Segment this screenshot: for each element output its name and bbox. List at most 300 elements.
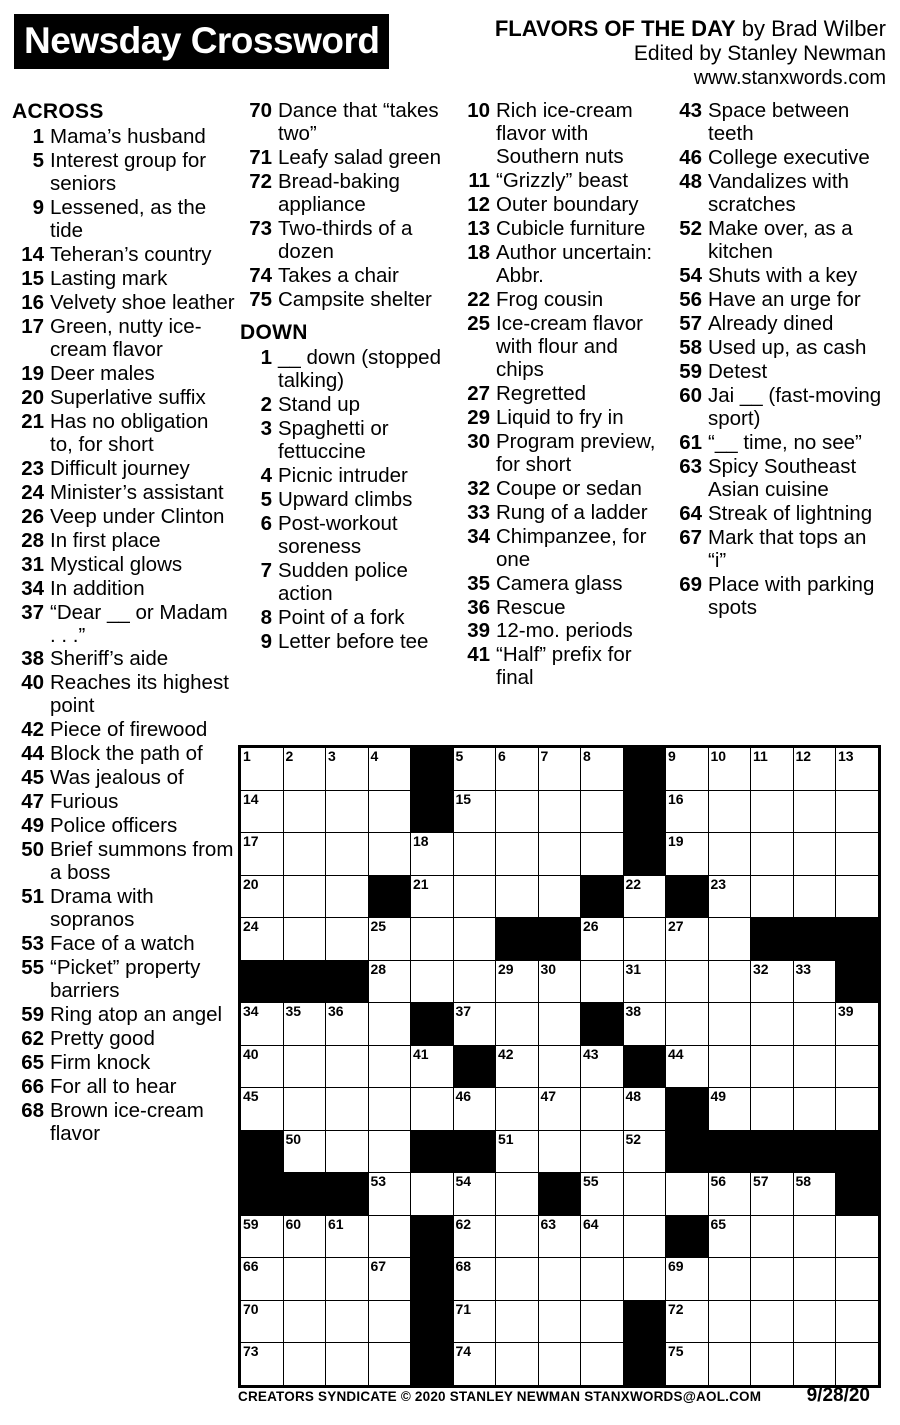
grid-cell[interactable]: [793, 1003, 836, 1046]
down-clue[interactable]: [458, 644, 666, 690]
grid-cell[interactable]: [283, 833, 326, 876]
grid-cell[interactable]: [240, 747, 284, 791]
grid-cell[interactable]: [538, 875, 581, 918]
grid-cell[interactable]: [368, 1173, 411, 1216]
grid-cell[interactable]: [240, 1003, 284, 1046]
grid-cell[interactable]: [708, 960, 751, 1003]
grid-cell[interactable]: [836, 1003, 880, 1046]
grid-cell[interactable]: [581, 790, 624, 833]
grid-cell[interactable]: [453, 875, 496, 918]
down-clue[interactable]: [458, 407, 666, 430]
grid-cell[interactable]: [581, 1300, 624, 1343]
grid-cell[interactable]: [623, 1130, 666, 1173]
grid-cell[interactable]: [326, 1130, 369, 1173]
across-clue[interactable]: [12, 506, 236, 529]
grid-cell[interactable]: [496, 790, 539, 833]
grid-cell[interactable]: [793, 1088, 836, 1131]
across-clue[interactable]: [12, 886, 236, 932]
down-clue[interactable]: [670, 171, 888, 217]
down-clue[interactable]: [240, 607, 454, 630]
grid-cell[interactable]: [751, 1258, 794, 1301]
grid-cell[interactable]: [538, 1258, 581, 1301]
across-clue[interactable]: [240, 100, 454, 146]
grid-cell[interactable]: [326, 790, 369, 833]
clue-number: 38: [21, 647, 44, 671]
down-clue[interactable]: [670, 313, 888, 336]
down-clue[interactable]: [240, 418, 454, 464]
across-clue[interactable]: [12, 719, 236, 742]
grid-cell[interactable]: [581, 1258, 624, 1301]
grid-cell[interactable]: [240, 1343, 284, 1387]
across-clue[interactable]: [12, 1076, 236, 1099]
grid-cell[interactable]: [240, 1045, 284, 1088]
grid-cell-number: 9: [668, 748, 676, 764]
grid-cell[interactable]: [368, 1130, 411, 1173]
grid-cell[interactable]: [793, 1045, 836, 1088]
grid-cell[interactable]: [708, 1173, 751, 1216]
clue-text: Picnic intruder: [278, 463, 408, 487]
across-clue[interactable]: [12, 363, 236, 386]
grid-cell[interactable]: [708, 747, 751, 791]
grid-cell[interactable]: [240, 1215, 284, 1258]
grid-cell[interactable]: [453, 960, 496, 1003]
grid-cell[interactable]: [368, 918, 411, 961]
grid-cell[interactable]: [623, 918, 666, 961]
grid-cell[interactable]: [496, 1173, 539, 1216]
grid-cell[interactable]: [666, 1343, 709, 1387]
grid-cell[interactable]: [538, 1343, 581, 1387]
grid-cell[interactable]: [240, 790, 284, 833]
grid-cell[interactable]: [453, 1003, 496, 1046]
grid-cell[interactable]: [708, 875, 751, 918]
grid-cell[interactable]: [368, 790, 411, 833]
across-clue[interactable]: [12, 197, 236, 243]
grid-cell[interactable]: [666, 1258, 709, 1301]
grid-cell[interactable]: [326, 833, 369, 876]
grid-cell[interactable]: [240, 918, 284, 961]
grid-cell[interactable]: [581, 918, 624, 961]
grid-cell[interactable]: [666, 1173, 709, 1216]
across-clue[interactable]: [12, 244, 236, 267]
grid-cell[interactable]: [623, 1088, 666, 1131]
across-clue[interactable]: [12, 1028, 236, 1051]
grid-cell[interactable]: [496, 1088, 539, 1131]
puzzle-byline: by Brad Wilber: [735, 16, 886, 41]
down-clue[interactable]: [458, 242, 666, 288]
clue-number: 74: [249, 264, 272, 288]
across-clue[interactable]: [12, 957, 236, 1003]
down-clue[interactable]: [670, 100, 888, 146]
down-clue[interactable]: [458, 170, 666, 193]
grid-cell[interactable]: [751, 1173, 794, 1216]
grid-cell[interactable]: [326, 1045, 369, 1088]
down-clue[interactable]: [670, 527, 888, 573]
grid-cell[interactable]: [496, 1300, 539, 1343]
across-clue[interactable]: [12, 791, 236, 814]
grid-cell[interactable]: [496, 1130, 539, 1173]
grid-cell-number: 51: [498, 1130, 514, 1147]
across-clue[interactable]: [12, 554, 236, 577]
grid-cell[interactable]: [326, 747, 369, 791]
grid-cell-number: 24: [243, 918, 259, 934]
across-clue[interactable]: [12, 578, 236, 601]
puzzle-url[interactable]: www.stanxwords.com: [693, 67, 886, 90]
grid-cell[interactable]: [411, 918, 454, 961]
down-clue[interactable]: [240, 347, 454, 393]
down-clue[interactable]: [670, 385, 888, 431]
grid-cell[interactable]: [751, 1343, 794, 1387]
grid-cell[interactable]: [283, 1088, 326, 1131]
grid-cell[interactable]: [751, 790, 794, 833]
grid-cell[interactable]: [751, 1215, 794, 1258]
across-clue[interactable]: [12, 672, 236, 718]
down-clue[interactable]: [670, 289, 888, 312]
crossword-grid[interactable]: [238, 745, 881, 1388]
grid-cell[interactable]: [581, 1088, 624, 1131]
grid-cell[interactable]: [368, 1343, 411, 1387]
across-clue[interactable]: [240, 218, 454, 264]
grid-cell[interactable]: [751, 875, 794, 918]
grid-cell-block: [751, 918, 794, 961]
across-clue[interactable]: [12, 268, 236, 291]
clue-text: Lessened, as the tide: [50, 196, 207, 243]
across-clue[interactable]: [12, 933, 236, 956]
grid-cell[interactable]: [453, 1215, 496, 1258]
grid-cell[interactable]: [538, 1088, 581, 1131]
grid-cell[interactable]: [836, 1300, 880, 1343]
grid-cell-number: 61: [328, 1215, 344, 1232]
grid-cell[interactable]: [283, 790, 326, 833]
down-clue[interactable]: [240, 631, 454, 654]
clue-text: Mystical glows: [50, 552, 183, 576]
grid-cell[interactable]: [411, 1088, 454, 1131]
grid-cell[interactable]: [751, 960, 794, 1003]
grid-cell[interactable]: [623, 1215, 666, 1258]
across-clue[interactable]: [12, 530, 236, 553]
grid-cell[interactable]: [368, 1045, 411, 1088]
across-clue[interactable]: [12, 839, 236, 885]
down-clue[interactable]: [458, 218, 666, 241]
grid-cell[interactable]: [411, 875, 454, 918]
grid-cell[interactable]: [240, 875, 284, 918]
down-clue[interactable]: [670, 218, 888, 264]
grid-cell[interactable]: [368, 1258, 411, 1301]
grid-cell[interactable]: [411, 1173, 454, 1216]
grid-cell[interactable]: [793, 1300, 836, 1343]
grid-cell[interactable]: [708, 1215, 751, 1258]
clue-text: Shuts with a key: [708, 264, 858, 288]
grid-cell[interactable]: [368, 960, 411, 1003]
grid-cell[interactable]: [453, 1300, 496, 1343]
down-clue[interactable]: [458, 573, 666, 596]
grid-cell[interactable]: [581, 1130, 624, 1173]
grid-cell[interactable]: [496, 747, 539, 791]
grid-cell[interactable]: [326, 918, 369, 961]
down-clue[interactable]: [670, 503, 888, 526]
clue-number: 14: [21, 243, 44, 267]
clue-number: 63: [679, 454, 702, 478]
grid-cell[interactable]: [283, 1045, 326, 1088]
grid-cell[interactable]: [708, 918, 751, 961]
grid-cell[interactable]: [836, 1343, 880, 1387]
grid-cell[interactable]: [751, 1045, 794, 1088]
down-clue[interactable]: [240, 394, 454, 417]
across-clue[interactable]: [12, 743, 236, 766]
grid-cell[interactable]: [283, 1343, 326, 1387]
grid-cell[interactable]: [326, 1258, 369, 1301]
across-heading: ACROSS: [12, 100, 104, 124]
grid-cell[interactable]: [538, 747, 581, 791]
grid-cell[interactable]: [623, 1258, 666, 1301]
grid-cell[interactable]: [793, 833, 836, 876]
across-clue[interactable]: [12, 316, 236, 362]
grid-cell[interactable]: [793, 1343, 836, 1387]
grid-cell[interactable]: [836, 747, 880, 791]
grid-cell[interactable]: [283, 918, 326, 961]
across-clue[interactable]: [12, 1004, 236, 1027]
down-clue[interactable]: [458, 526, 666, 572]
down-clue[interactable]: [670, 337, 888, 360]
grid-cell[interactable]: [411, 833, 454, 876]
grid-cell[interactable]: [708, 1300, 751, 1343]
grid-cell[interactable]: [283, 1130, 326, 1173]
grid-cell[interactable]: [708, 833, 751, 876]
crossword-grid-wrap[interactable]: [238, 745, 881, 1388]
grid-cell[interactable]: [453, 1173, 496, 1216]
grid-cell[interactable]: [453, 1258, 496, 1301]
clue-text: Police officers: [50, 814, 178, 838]
grid-cell[interactable]: [326, 1215, 369, 1258]
grid-cell[interactable]: [326, 1343, 369, 1387]
down-clue[interactable]: [670, 456, 888, 502]
grid-cell[interactable]: [751, 833, 794, 876]
grid-cell[interactable]: [793, 747, 836, 791]
grid-cell[interactable]: [453, 1088, 496, 1131]
grid-cell[interactable]: [283, 1215, 326, 1258]
grid-cell[interactable]: [581, 960, 624, 1003]
grid-cell[interactable]: [240, 1088, 284, 1131]
grid-cell-number: 68: [455, 1258, 472, 1274]
grid-cell[interactable]: [708, 1343, 751, 1387]
down-clue[interactable]: [458, 431, 666, 477]
across-clue[interactable]: [12, 411, 236, 457]
down-clue[interactable]: [458, 597, 666, 620]
down-clue[interactable]: [458, 620, 666, 643]
grid-cell[interactable]: [411, 960, 454, 1003]
across-clue[interactable]: [12, 150, 236, 196]
down-clue[interactable]: [240, 560, 454, 606]
grid-cell[interactable]: [240, 833, 284, 876]
grid-cell[interactable]: [453, 833, 496, 876]
grid-cell[interactable]: [538, 790, 581, 833]
grid-cell[interactable]: [666, 918, 709, 961]
across-clue[interactable]: [12, 292, 236, 315]
across-clue[interactable]: [12, 1100, 236, 1146]
grid-cell[interactable]: [368, 833, 411, 876]
grid-cell[interactable]: [368, 1215, 411, 1258]
down-clue[interactable]: [240, 489, 454, 512]
grid-cell[interactable]: [496, 1045, 539, 1088]
grid-cell[interactable]: [326, 1003, 369, 1046]
grid-cell[interactable]: [581, 1173, 624, 1216]
grid-cell[interactable]: [496, 1003, 539, 1046]
grid-cell[interactable]: [326, 1088, 369, 1131]
grid-cell[interactable]: [496, 1258, 539, 1301]
grid-cell[interactable]: [496, 1343, 539, 1387]
grid-cell[interactable]: [453, 747, 496, 791]
down-clue[interactable]: [670, 265, 888, 288]
grid-cell[interactable]: [793, 1215, 836, 1258]
clue-text: In first place: [50, 528, 161, 552]
grid-cell[interactable]: [623, 1003, 666, 1046]
down-clue[interactable]: [458, 313, 666, 382]
grid-cell[interactable]: [751, 1003, 794, 1046]
grid-cell[interactable]: [708, 1258, 751, 1301]
grid-cell[interactable]: [836, 833, 880, 876]
grid-cell[interactable]: [283, 1258, 326, 1301]
down-clue[interactable]: [458, 478, 666, 501]
grid-cell[interactable]: [751, 747, 794, 791]
grid-cell-number: 27: [668, 918, 684, 934]
across-clue[interactable]: [12, 482, 236, 505]
clue-number: 23: [21, 456, 44, 480]
grid-cell[interactable]: [836, 1045, 880, 1088]
clue-text: “Half” prefix for final: [496, 643, 632, 690]
grid-cell[interactable]: [836, 1215, 880, 1258]
grid-cell[interactable]: [793, 1258, 836, 1301]
grid-cell[interactable]: [581, 1045, 624, 1088]
grid-cell-number: 56: [710, 1173, 727, 1189]
across-clue[interactable]: [12, 815, 236, 838]
grid-cell[interactable]: [581, 1343, 624, 1387]
down-clue[interactable]: [240, 513, 454, 559]
grid-cell-block: [453, 1130, 496, 1173]
across-clue[interactable]: [12, 648, 236, 671]
down-clue[interactable]: [670, 361, 888, 384]
grid-cell[interactable]: [496, 1215, 539, 1258]
grid-cell[interactable]: [326, 875, 369, 918]
grid-cell-number: 59: [243, 1215, 259, 1232]
across-clue[interactable]: [240, 147, 454, 170]
grid-cell[interactable]: [836, 1088, 880, 1131]
grid-cell[interactable]: [793, 790, 836, 833]
grid-cell[interactable]: [538, 1215, 581, 1258]
down-clue[interactable]: [458, 502, 666, 525]
grid-cell[interactable]: [368, 1003, 411, 1046]
grid-cell[interactable]: [623, 960, 666, 1003]
grid-cell[interactable]: [708, 790, 751, 833]
grid-cell[interactable]: [453, 918, 496, 961]
grid-cell[interactable]: [581, 1215, 624, 1258]
grid-cell-number: 34: [243, 1003, 259, 1019]
across-clue[interactable]: [240, 171, 454, 217]
grid-cell[interactable]: [836, 1258, 880, 1301]
down-clue[interactable]: [240, 465, 454, 488]
grid-cell[interactable]: [538, 1045, 581, 1088]
grid-cell[interactable]: [283, 1300, 326, 1343]
grid-cell[interactable]: [666, 960, 709, 1003]
across-clue[interactable]: [12, 387, 236, 410]
down-clue[interactable]: [458, 194, 666, 217]
grid-cell[interactable]: [666, 833, 709, 876]
grid-cell-block: [836, 918, 880, 961]
down-clue[interactable]: [670, 432, 888, 455]
grid-cell[interactable]: [666, 1300, 709, 1343]
grid-cell[interactable]: [538, 1003, 581, 1046]
grid-cell[interactable]: [623, 1173, 666, 1216]
grid-cell[interactable]: [368, 747, 411, 791]
grid-cell[interactable]: [240, 1300, 284, 1343]
grid-cell[interactable]: [283, 875, 326, 918]
grid-cell[interactable]: [496, 960, 539, 1003]
grid-cell[interactable]: [496, 833, 539, 876]
grid-cell[interactable]: [411, 1045, 454, 1088]
grid-cell[interactable]: [453, 790, 496, 833]
grid-cell[interactable]: [666, 1003, 709, 1046]
clue-number: 65: [21, 1050, 44, 1074]
grid-cell[interactable]: [453, 1343, 496, 1387]
down-clue[interactable]: [670, 147, 888, 170]
grid-cell-number: 64: [583, 1215, 599, 1232]
grid-cell[interactable]: [326, 1300, 369, 1343]
across-clue[interactable]: [12, 1052, 236, 1075]
across-clue[interactable]: [12, 767, 236, 790]
grid-cell[interactable]: [666, 1045, 709, 1088]
grid-cell[interactable]: [283, 747, 326, 791]
grid-cell[interactable]: [538, 833, 581, 876]
down-clue[interactable]: [458, 383, 666, 406]
grid-cell[interactable]: [538, 960, 581, 1003]
clue-number: 57: [679, 312, 702, 336]
across-clue[interactable]: [12, 602, 236, 648]
across-clue[interactable]: [240, 289, 454, 312]
grid-cell[interactable]: [708, 1045, 751, 1088]
grid-cell[interactable]: [538, 1300, 581, 1343]
grid-cell[interactable]: [793, 960, 836, 1003]
clue-text: Chimpanzee, for one: [496, 524, 647, 571]
grid-cell[interactable]: [496, 875, 539, 918]
grid-cell-number: 49: [710, 1088, 727, 1104]
grid-cell[interactable]: [666, 747, 709, 791]
grid-cell[interactable]: [793, 875, 836, 918]
grid-cell[interactable]: [581, 747, 624, 791]
grid-cell[interactable]: [836, 875, 880, 918]
grid-cell[interactable]: [751, 1088, 794, 1131]
down-clue[interactable]: [458, 100, 666, 169]
grid-cell[interactable]: [666, 790, 709, 833]
grid-cell[interactable]: [368, 1300, 411, 1343]
grid-cell[interactable]: [538, 1130, 581, 1173]
grid-cell[interactable]: [708, 1003, 751, 1046]
down-clue[interactable]: [458, 289, 666, 312]
grid-cell[interactable]: [240, 1258, 284, 1301]
grid-cell[interactable]: [623, 875, 666, 918]
grid-cell[interactable]: [793, 1173, 836, 1216]
grid-cell[interactable]: [836, 790, 880, 833]
grid-cell[interactable]: [581, 833, 624, 876]
across-clue[interactable]: [12, 458, 236, 481]
grid-cell[interactable]: [283, 1003, 326, 1046]
grid-cell-number: 42: [498, 1045, 514, 1062]
across-clue[interactable]: [12, 126, 236, 149]
grid-cell[interactable]: [751, 1300, 794, 1343]
grid-cell[interactable]: [708, 1088, 751, 1131]
down-clue[interactable]: [670, 574, 888, 620]
across-clue[interactable]: [240, 265, 454, 288]
clue-text: Mark that tops an “i”: [708, 525, 867, 572]
grid-cell-number: 19: [668, 833, 684, 849]
grid-cell[interactable]: [368, 1088, 411, 1131]
